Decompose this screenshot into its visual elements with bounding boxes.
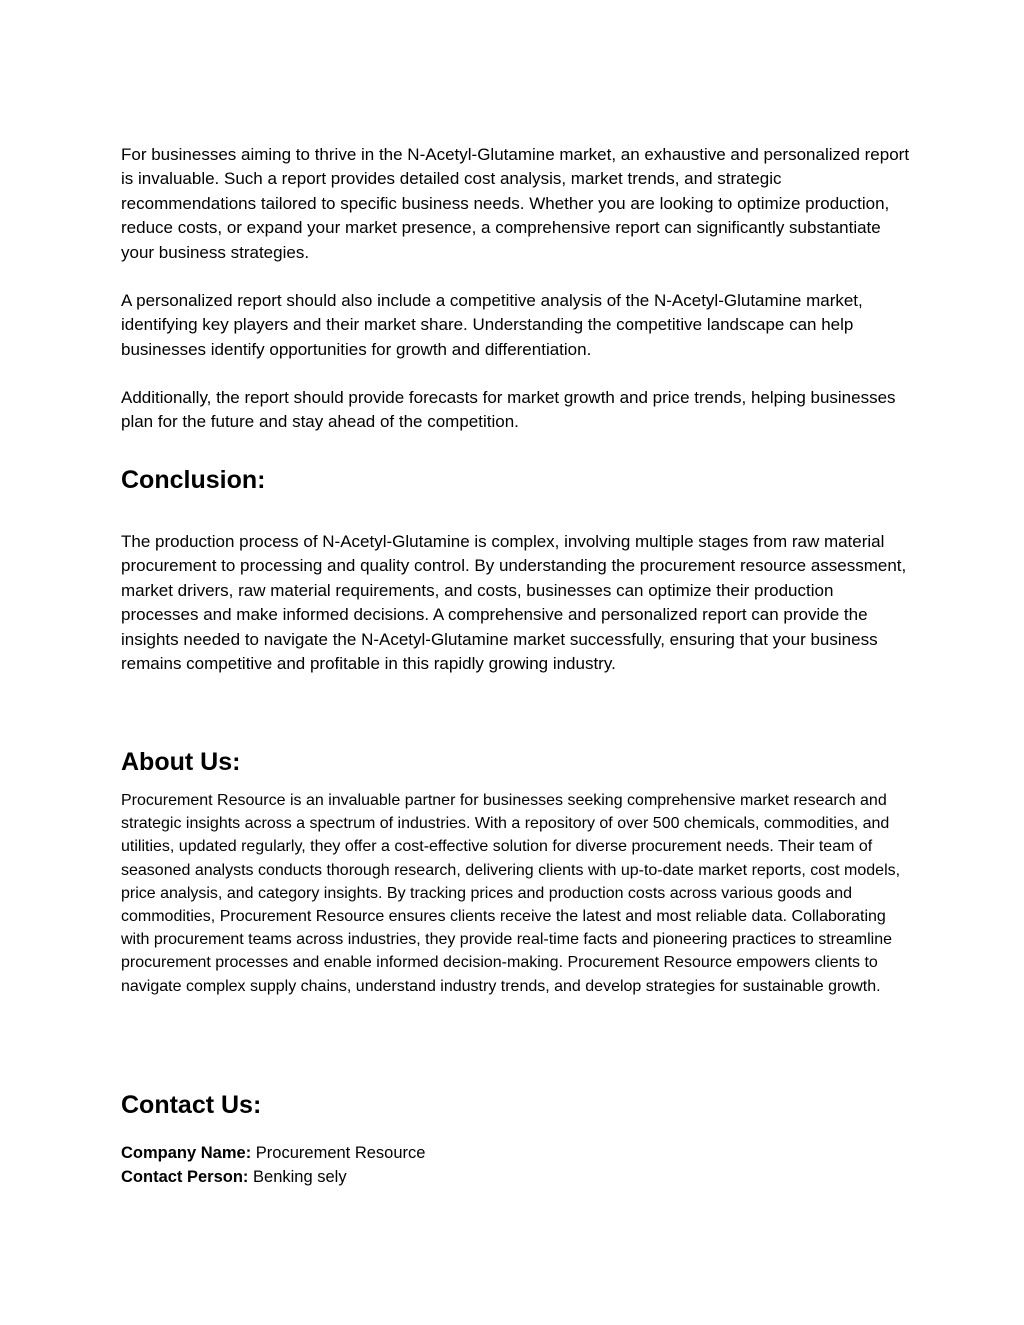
about-heading: About Us: (121, 748, 241, 776)
about-paragraph: Procurement Resource is an invaluable partner for businesses seeking comprehensive market research and strategic insights across a spectrum of industries. With a repository of over 500 chemicals, commodities, and utilities, updated regularly, they offer a cost-effective solution for diverse procurement needs. Their team of seasoned analysts conducts thorough research, delivering clients with up-to-date market reports, cost models, price analysis, and category insights. By tracking prices and production costs across various goods and commodities, Procurement Resource ensures clients receive the latest and most reliable data. Collaborating with procurement teams across industries, they provide real-time facts and pioneering practices to streamline procurement processes and enable informed decision-making. Procurement Resource empowers clients to navigate complex supply chains, understand industry trends, and develop strategies for sustainable growth. (121, 792, 901, 995)
company-name-label: Company Name: (121, 1144, 252, 1162)
intro-paragraph-3: Additionally, the report should provide forecasts for market growth and price trends, helping businesses plan for the future and stay ahead of the competition. (121, 388, 896, 432)
contact-company-line (121, 1142, 425, 1166)
conclusion-paragraph: The production process of N-Acetyl-Glutamine is complex, involving multiple stages from raw material procurement to processing and quality control. By understanding the procurement resource assessment, market drivers, raw material requirements, and costs, businesses can optimize their production processes and make informed decisions. A comprehensive and personalized report can provide the insights needed to navigate the N-Acetyl-Glutamine market successfully, ensuring that your business remains competitive and profitable in this rapidly growing industry. (121, 532, 907, 674)
company-name-value: Procurement Resource (255, 1144, 426, 1162)
contact-person-value: Benking sely (253, 1168, 347, 1186)
contact-person-label: Contact Person: (121, 1168, 249, 1186)
conclusion-heading: Conclusion: (121, 466, 266, 494)
contact-heading: Contact Us: (121, 1091, 262, 1119)
contact-person-line (121, 1166, 347, 1190)
intro-paragraph-1: For businesses aiming to thrive in the N-Acetyl-Glutamine market, an exhaustive and personalized report is invaluable. Such a report provides detailed cost analysis, market trends, and strategic recommendations tailored to specific business needs. Whether you are looking to optimize production, reduce costs, or expand your market presence, a comprehensive report can significantly substantiate your business strategies. (121, 145, 910, 262)
intro-paragraph-2: A personalized report should also include a competitive analysis of the N-Acetyl-Glutamine market, identifying key players and their market share. Understanding the competitive landscape can help businesses identify opportunities for growth and differentiation. (121, 291, 863, 359)
